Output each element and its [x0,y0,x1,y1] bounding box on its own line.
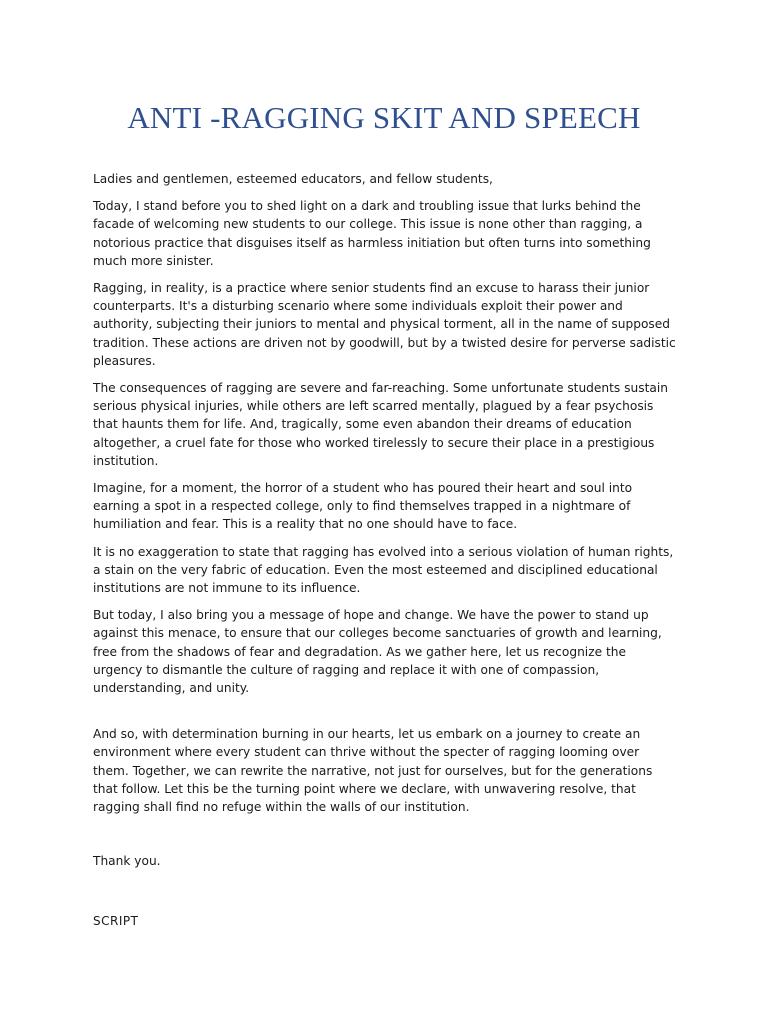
speech-paragraph-intro: Today, I stand before you to shed light on a dark and troubling issue that lurks behind the facade of welcoming new students to our college. This issue is none other than ragging, a notorious practice that disguises itself as harmless initiation but often turns into something much more sinister. [93,199,651,268]
speech-paragraph-human-rights: It is no exaggeration to state that ragging has evolved into a serious violation of human rights, a stain on the very fabric of education. Even the most esteemed and disciplined educational institutions are not immune to its influence. [93,544,674,596]
closing-thanks: Thank you. [93,854,161,869]
speech-paragraph-conclusion: And so, with determination burning in our hearts, let us embark on a journey to create an environment where every student can thrive without the specter of ragging looming over them. Together, we can rewrite the narrative, not just for ourselves, but for the generations that follow. Let this be the turning point where we declare, with unwavering resolve, that ragging shall find no refuge within the walls of our institution. [93,727,653,815]
speech-paragraph-imagine: Imagine, for a moment, the horror of a student who has poured their heart and soul into earning a spot in a respected college, only to find themselves trapped in a nightmare of humiliation and fear. This is a reality that no one should have to face. [93,481,633,532]
document-title: ANTI -RAGGING SKIT AND SPEECH [127,100,641,135]
speech-paragraph-consequences: The consequences of ragging are severe and far-reaching. Some unfortunate students sustain serious physical injuries, while others are left scarred mentally, plagued by a fear psychosis that haunts them for life. And, tragically, some even abandon their dreams of education altogether, a cruel fate for those who worked tirelessly to secure their place in a prestigious institution. [93,381,668,468]
speech-paragraph-definition: Ragging, in reality, is a practice where senior students find an excuse to harass their junior counterparts. It's a disturbing scenario where some individuals exploit their power and authority, subjecting their juniors to mental and physical torment, all in the name of supposed tradition. These actions are driven not by goodwill, but by a twisted desire for perverse sadistic pleasures. [93,281,676,368]
speech-paragraph-hope: But today, I also bring you a message of hope and change. We have the power to stand up against this menace, to ensure that our colleges become sanctuaries of growth and learning, free from the shadows of fear and degradation. As we gather here, let us recognize the urgency to dismantle the culture of ragging and replace it with one of compassion, understanding, and unity. [93,608,662,696]
section-label-script: SCRIPT [93,914,139,928]
salutation-paragraph: Ladies and gentlemen, esteemed educators, and fellow students, [93,172,493,186]
speech-body [93,170,677,880]
